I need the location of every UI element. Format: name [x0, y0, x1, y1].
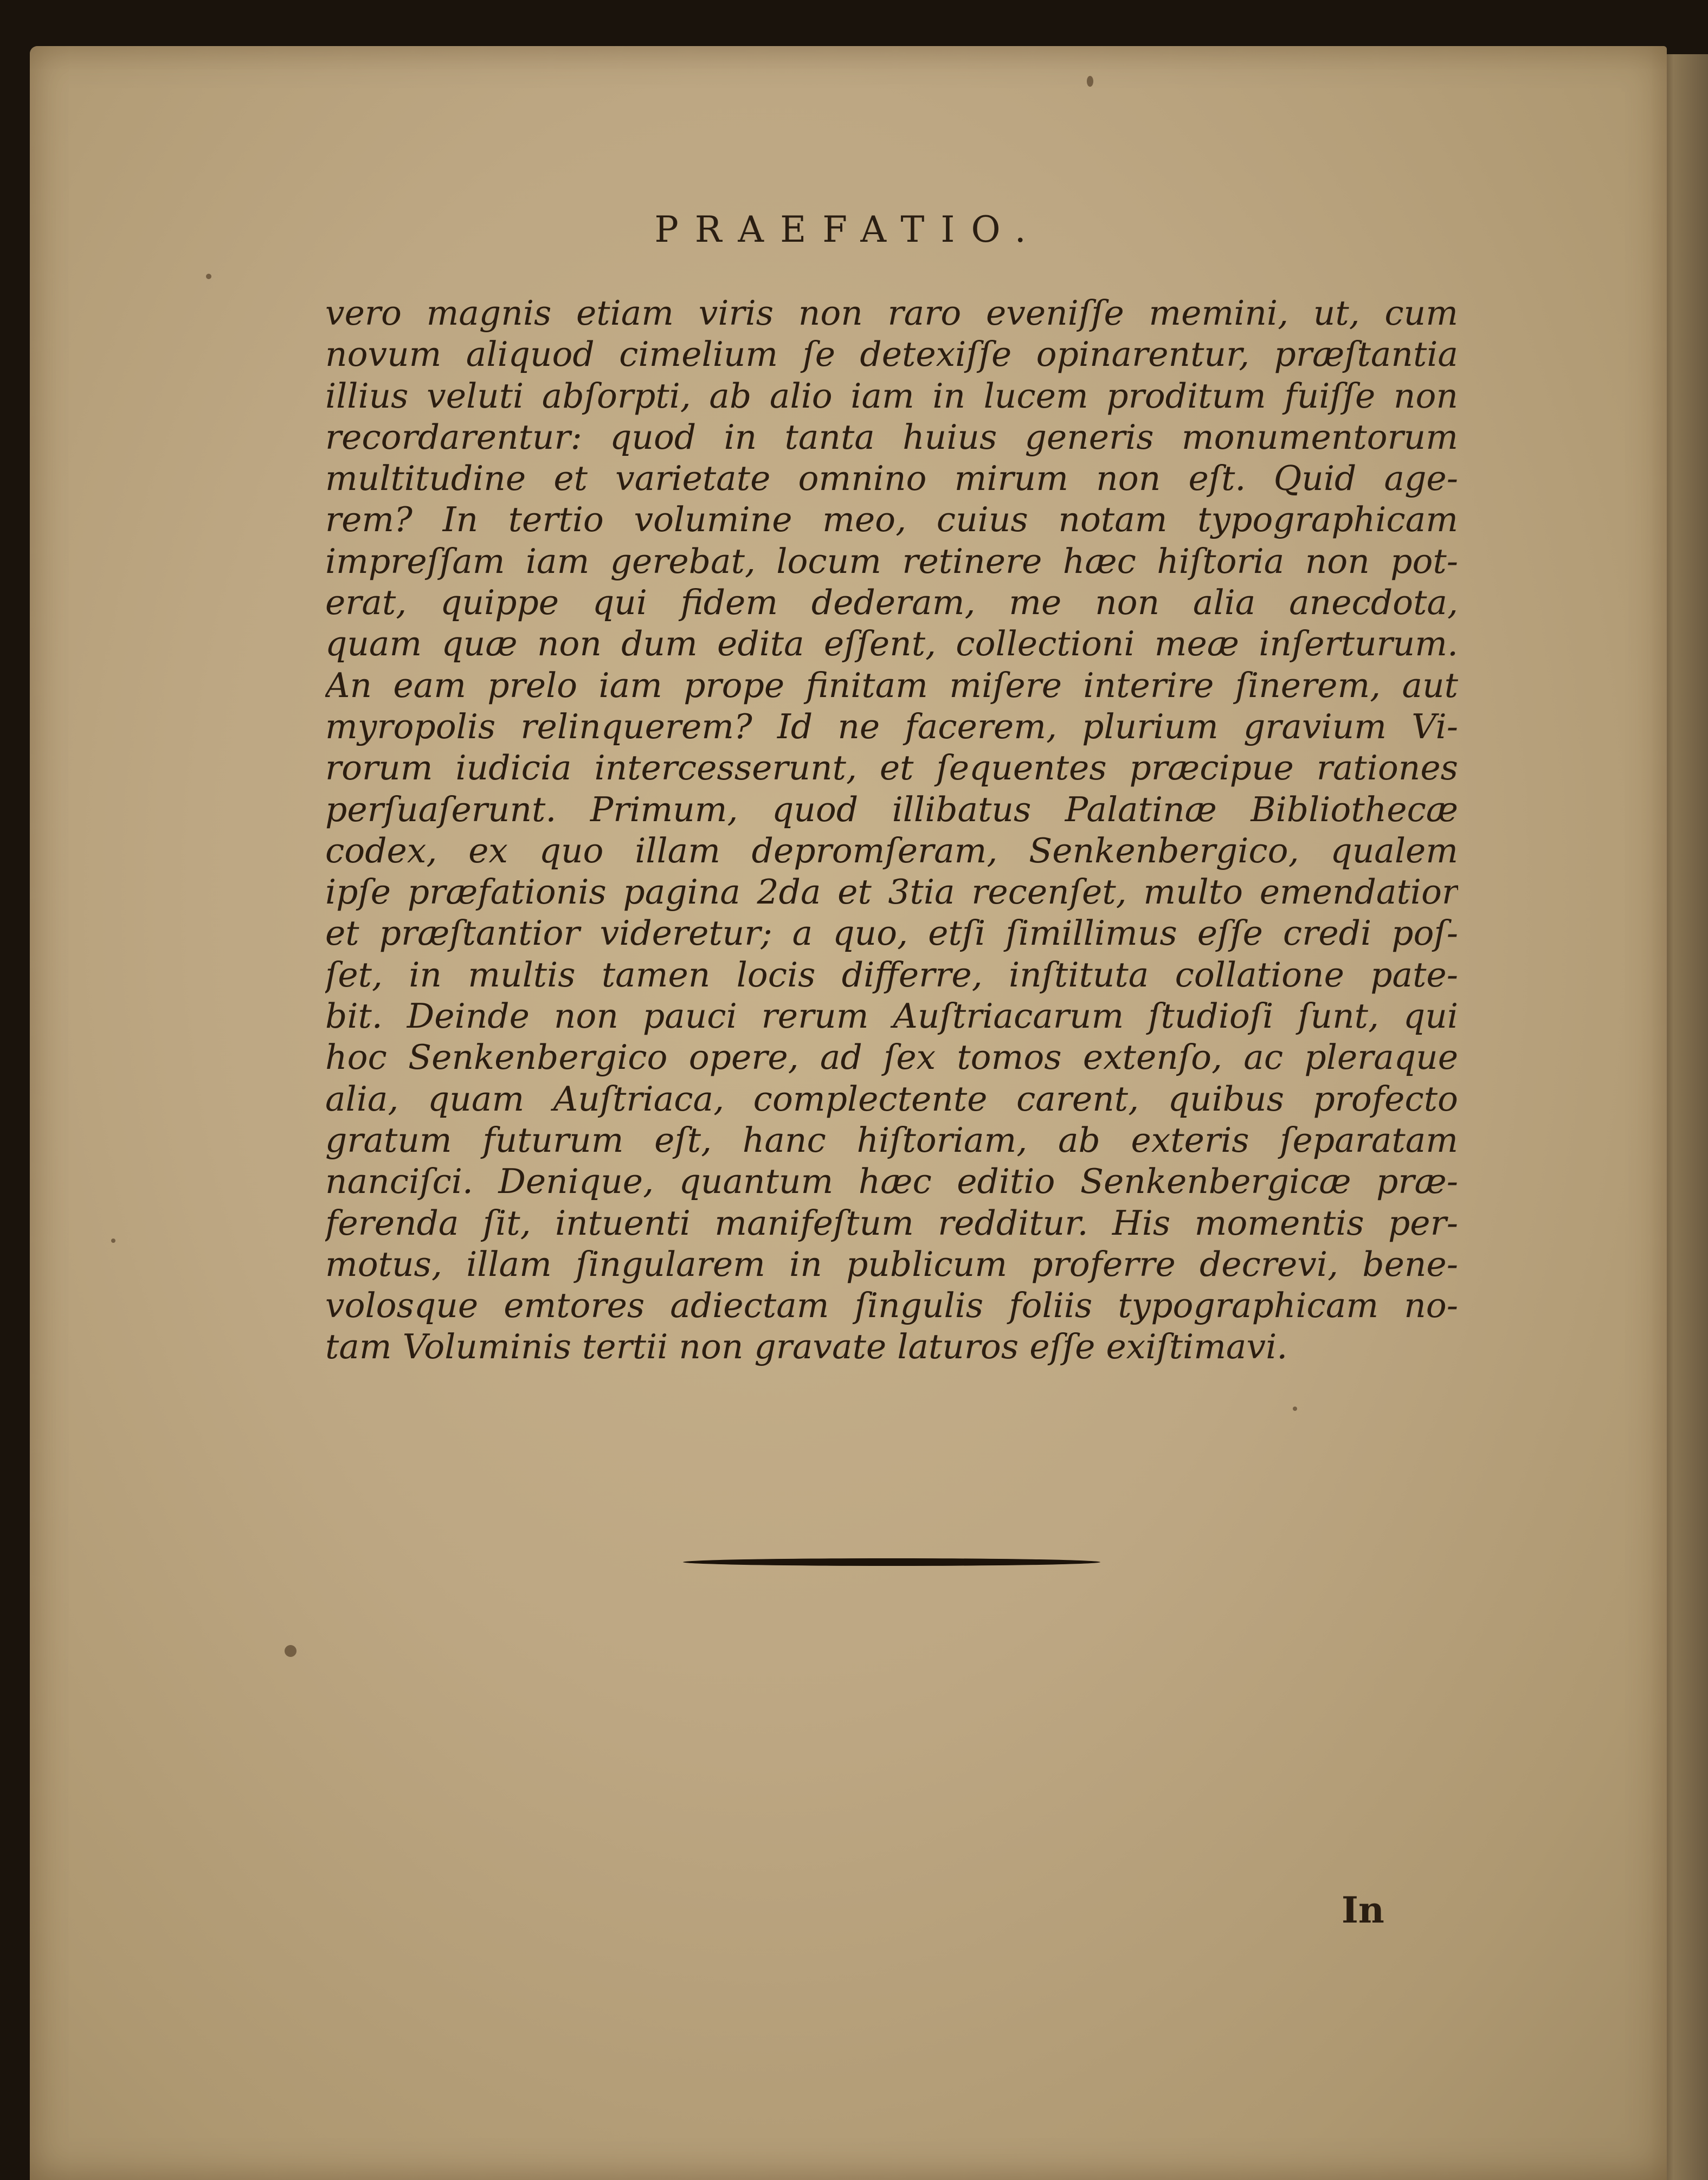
text-line: rem? In tertio volumine meo, cuius notam typographicam [325, 500, 1458, 540]
text-line: An eam prelo iam prope finitam miſere interire ſinerem, aut [325, 665, 1458, 705]
text-line: tam Voluminis tertii non gravate laturos eſſe exiſtimavi. [325, 1327, 1288, 1367]
text-line: myropolis relinquerem? Id ne facerem, plurium gravium Vi- [325, 706, 1458, 746]
text-line: ſet, in multis tamen locis differre, inſtituta collatione pate- [325, 954, 1458, 995]
text-line: quam quæ non dum edita eſſent, collectioni meæ inſerturum. [325, 624, 1458, 664]
text-line: vero magnis etiam viris non raro eveniſſe memini, ut, cum [325, 293, 1458, 333]
text-line: motus, illam ſingularem in publicum proferre decrevi, bene- [325, 1244, 1458, 1284]
text-line: gratum futurum eſt, hanc hiſtoriam, ab exteris ſeparatam [325, 1120, 1458, 1160]
text-line: erat, quippe qui fidem dederam, me non alia anecdota, [325, 583, 1458, 623]
page-header: PRAEFATIO. [654, 209, 1042, 250]
ornamental-rule [683, 1558, 1100, 1566]
paper-speck [1087, 76, 1093, 87]
text-line: nanciſci. Denique, quantum hæc editio Senkenbergicæ præ- [325, 1162, 1458, 1202]
text-line: hoc Senkenbergico opere, ad ſex tomos extenſo, ac pleraque [325, 1037, 1458, 1078]
text-line: impreſſam iam gerebat, locum retinere hæc hiſtoria non pot- [325, 541, 1458, 581]
paper-speck [1293, 1407, 1297, 1411]
text-line: volosque emtores adiectam ſingulis foliis typographicam no- [325, 1286, 1458, 1326]
book-page [30, 46, 1667, 2180]
text-line: bit. Deinde non pauci rerum Auſtriacarum ſtudioſi ſunt, qui [325, 996, 1458, 1036]
text-line: alia, quam Auſtriaca, complectente carent, quibus profecto [325, 1079, 1458, 1119]
text-line: codex, ex quo illam depromſeram, Senkenbergico, qualem [325, 830, 1458, 870]
catchword: In [1342, 1889, 1384, 1931]
text-line: recordarentur: quod in tanta huius generis monumentorum [325, 417, 1458, 457]
paper-speck [206, 274, 211, 279]
text-line: illius veluti abſorpti, ab alio iam in lucem proditum fuiſſe non [325, 376, 1458, 416]
paper-speck [111, 1239, 115, 1243]
text-line: rorum iudicia intercesserunt, et ſequentes præcipue rationes [325, 748, 1458, 788]
text-line: novum aliquod cimelium ſe detexiſſe opinarentur, præſtantia [325, 334, 1458, 375]
text-line: ferenda ſit, intuenti manifeſtum redditur. His momentis per- [325, 1203, 1458, 1243]
text-line: et præſtantior videretur; a quo, etſi ſimillimus eſſe credi poſ- [325, 913, 1458, 953]
paper-speck [285, 1645, 297, 1657]
text-line: ipſe præfationis pagina 2da et 3tia recenſet, multo emendatior [325, 872, 1458, 912]
text-line: multitudine et varietate omnino mirum non eſt. Quid age- [325, 459, 1458, 499]
text-line: perſuaſerunt. Primum, quod illibatus Palatinæ Bibliothecæ [325, 789, 1458, 829]
body-text [325, 293, 1458, 1368]
